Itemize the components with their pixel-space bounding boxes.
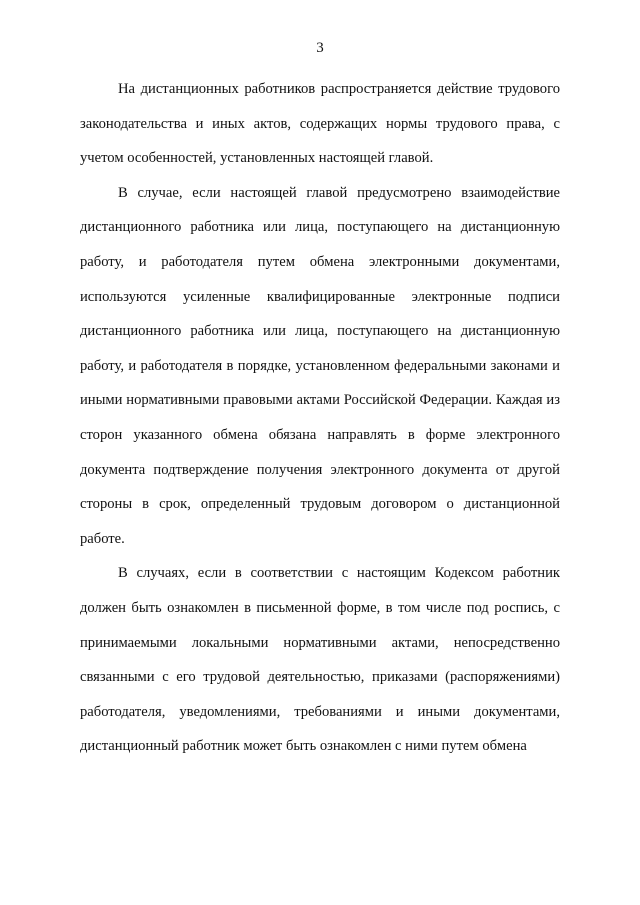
document-body: [80, 72, 560, 764]
page-number: 3: [316, 40, 324, 56]
paragraph-2: В случае, если настоящей главой предусмотрено взаимодействие дистанционного работника или лица, поступающего на дистанционную работу, и работодателя путем обмена электронными документами, используются усиленные квалифицированные электронные подписи дистанционного работника или лица, поступающего на дистанционную работу, и работодателя в порядке, установленном федеральными законами и иными нормативными правовыми актами Российской Федерации. Каждая из сторон указанного обмена обязана направлять в форме электронного документа подтверждение получения электронного документа от другой стороны в срок, определенный трудовым договором о дистанционной работе.: [80, 184, 560, 547]
paragraph-3: В случаях, если в соответствии с настоящим Кодексом работник должен быть ознакомлен в письменной форме, в том числе под роспись, с принимаемыми локальными нормативными актами, непосредственно связанными с его трудовой деятельностью, приказами (распоряжениями) работодателя, уведомлениями, требованиями и иными документами, дистанционный работник может быть ознакомлен с ними путем обмена: [80, 565, 560, 755]
paragraph-1: На дистанционных работников распространяется действие трудового законодательства и иных актов, содержащих нормы трудового права, с учетом особенностей, установленных настоящей главой.: [80, 81, 560, 167]
